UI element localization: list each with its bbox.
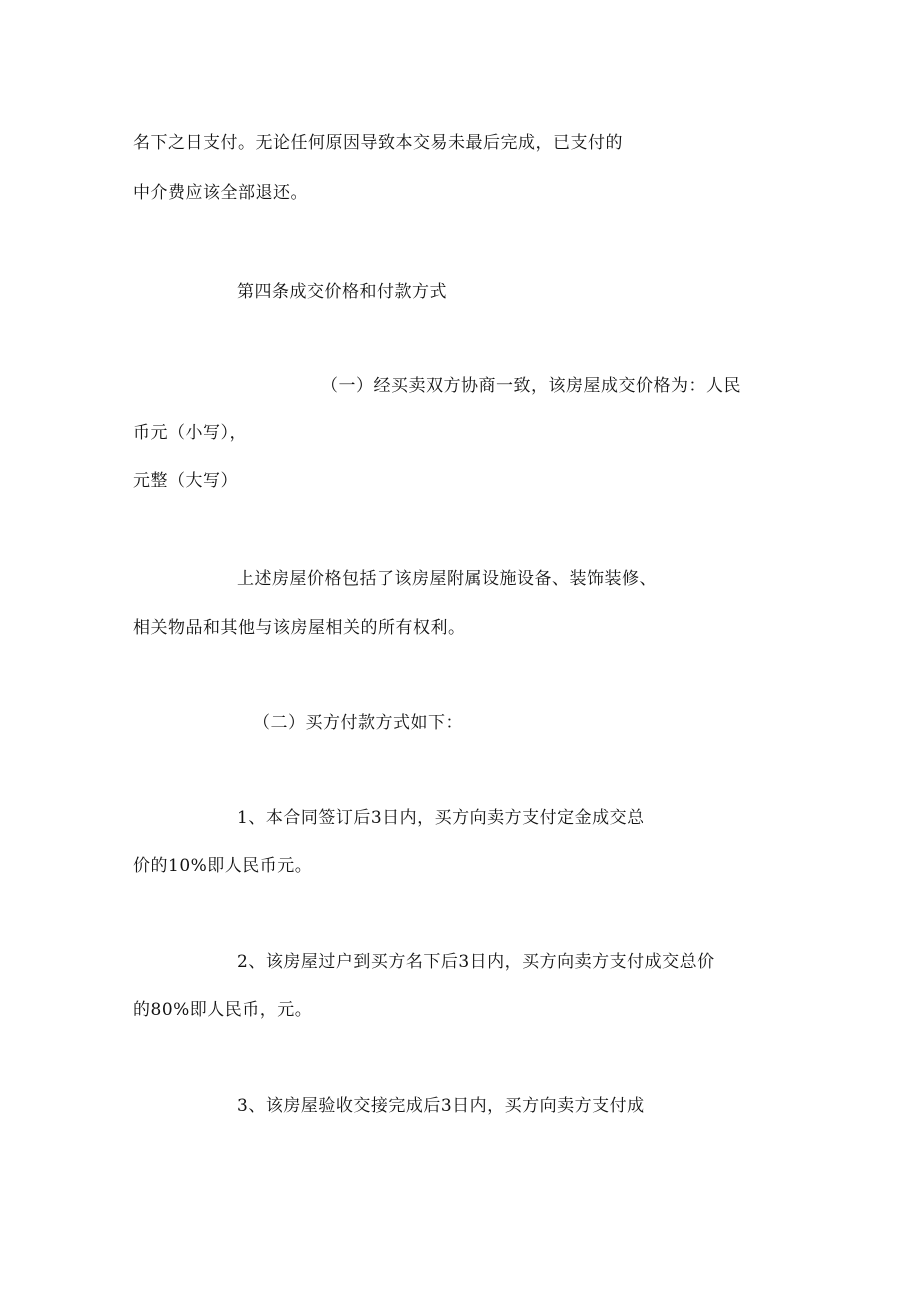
paragraph-line: 上述房屋价格包括了该房屋附属设施设备、装饰装修、 [237, 569, 657, 589]
list-item: 2、该房屋过户到买方名下后3日内，买方向卖方支付成交总价 [237, 952, 715, 972]
paragraph-line: 名下之日支付。无论任何原因导致本交易未最后完成，已支付的 [133, 133, 623, 153]
paragraph-line: 元整（大写） [133, 471, 238, 491]
paragraph-line: 币元（小写）， [133, 423, 247, 443]
paragraph-line: 中介费应该全部退还。 [133, 183, 308, 203]
paragraph-line: （一）经买卖双方协商一致，该房屋成交价格为：人民 [321, 376, 741, 396]
section-heading: 第四条成交价格和付款方式 [237, 282, 447, 302]
paragraph-line: 相关物品和其他与该房屋相关的所有权利。 [133, 618, 466, 638]
list-item: 3、该房屋验收交接完成后3日内，买方向卖方支付成 [237, 1096, 645, 1116]
paragraph-line: 价的10%即人民币元。 [133, 856, 313, 876]
paragraph-line: 的80%即人民币，元。 [133, 1000, 313, 1020]
subsection-heading: （二）买方付款方式如下： [253, 713, 463, 733]
list-item: 1、本合同签订后3日内，买方向卖方支付定金成交总 [237, 808, 645, 828]
